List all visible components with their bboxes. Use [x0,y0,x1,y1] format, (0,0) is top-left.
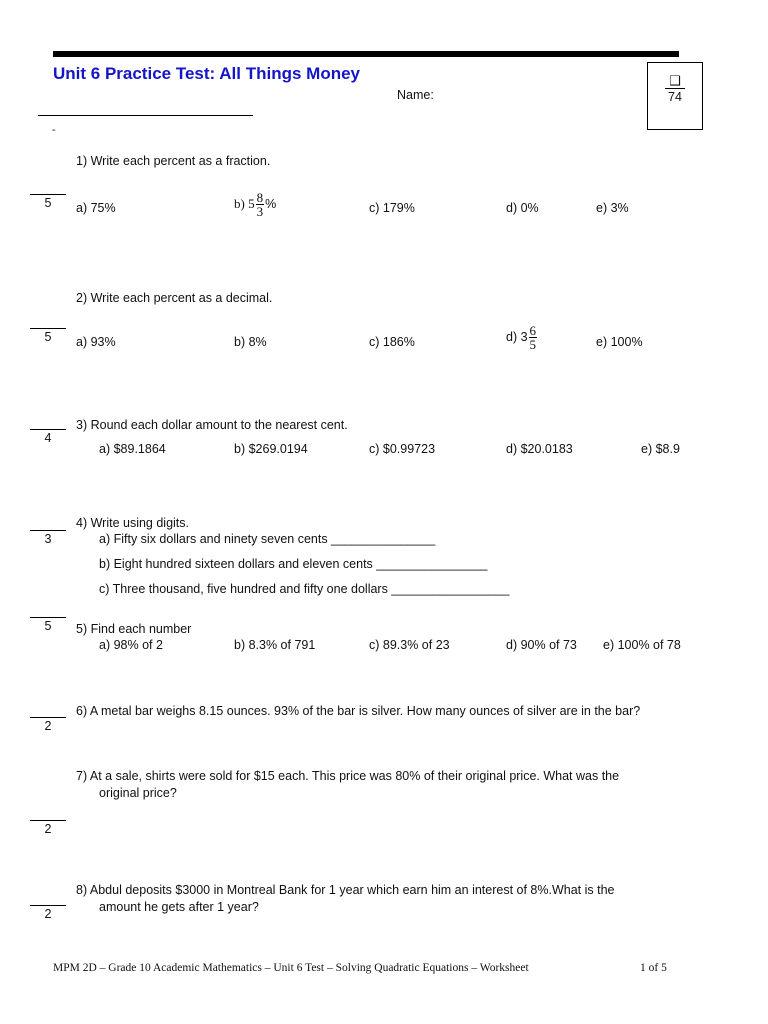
question-5-option-c: c) 89.3% of 23 [369,638,450,652]
question-1-option-b-whole: b) 5 [234,195,255,211]
score-total: 74 [668,90,682,104]
points-mark-q3: 4 [30,429,66,445]
question-4-option-b: b) Eight hundred sixteen dollars and eleven cents ________________ [99,557,488,571]
question-4-option-a: a) Fifty six dollars and ninety seven cents _______________ [99,532,436,546]
points-mark-q8: 2 [30,905,66,921]
question-1-option-a: a) 75% [76,201,116,215]
question-2-option-c: c) 186% [369,335,415,349]
question-7-prompt-line-2: original price? [99,786,177,800]
question-1-option-e: e) 3% [596,201,629,215]
question-2-option-d-fraction: $\frac{6}{5}$ [529,323,537,352]
question-5-option-e: e) 100% of 78 [603,638,681,652]
question-5-option-b: b) 8.3% of 791 [234,638,316,652]
footer-page-number: 1 of 5 [640,962,667,974]
points-mark-q4: 3 [30,530,66,546]
points-mark-q6: 2 [30,717,66,733]
question-8-prompt-line-1: 8) Abdul deposits $3000 in Montreal Bank for 1 year which earn him an interest of 8%.What is the [76,883,615,897]
question-3-option-a: a) $89.1864 [99,442,166,456]
question-2-prompt: 2) Write each percent as a decimal. [76,291,273,305]
question-2-option-d-whole: d) 3 [506,329,528,344]
question-3-option-e: e) $8.9 [641,442,680,456]
question-2-option-d [506,324,538,351]
question-5-prompt: 5) Find each number [76,622,192,636]
checkbox-icon: ❑ [669,73,681,88]
question-8-prompt-line-2: amount he gets after 1 year? [99,900,259,914]
points-mark-q2: 5 [30,328,66,344]
stray-mark: - [52,124,56,136]
points-mark-q7: 2 [30,820,66,836]
question-3-prompt: 3) Round each dollar amount to the nearest cent. [76,418,348,432]
header-rule [53,51,679,57]
question-1-option-b-fraction: $\frac{8}{3}$ [256,190,264,219]
points-mark-q1: 5 [30,194,66,210]
question-3-option-b: b) $269.0194 [234,442,308,456]
question-3-option-c: c) $0.99723 [369,442,436,456]
footer-course-info: MPM 2D – Grade 10 Academic Mathematics – Unit 6 Test – Solving Quadratic Equations – Worksheet [53,962,529,974]
score-fraction-bar [665,88,685,89]
question-1-option-b-percent: % [265,196,277,211]
question-1-prompt: 1) Write each percent as a fraction. [76,154,271,168]
question-5-option-d: d) 90% of 73 [506,638,577,652]
question-6-prompt: 6) A metal bar weighs 8.15 ounces. 93% of the bar is silver. How many ounces of silver are in the bar? [76,704,641,718]
question-2-option-b: b) 8% [234,335,267,349]
page-title: Unit 6 Practice Test: All Things Money [53,64,360,83]
question-5-option-a: a) 98% of 2 [99,638,163,652]
question-7-prompt-line-1: 7) At a sale, shirts were sold for $15 each. This price was 80% of their original price. What was the [76,769,620,783]
name-label: Name: [397,88,434,102]
question-1-option-c: c) 179% [369,201,415,215]
question-4-option-c: c) Three thousand, five hundred and fifty one dollars _________________ [99,582,510,596]
question-2-option-e: e) 100% [596,335,643,349]
question-4-prompt: 4) Write using digits. [76,516,190,530]
question-1-option-d: d) 0% [506,201,539,215]
name-line [38,115,253,116]
points-mark-q5: 5 [30,617,66,633]
question-2-option-a: a) 93% [76,335,116,349]
question-1-option-b [234,191,276,218]
total-score-box [647,62,703,130]
question-3-option-d: d) $20.0183 [506,442,573,456]
